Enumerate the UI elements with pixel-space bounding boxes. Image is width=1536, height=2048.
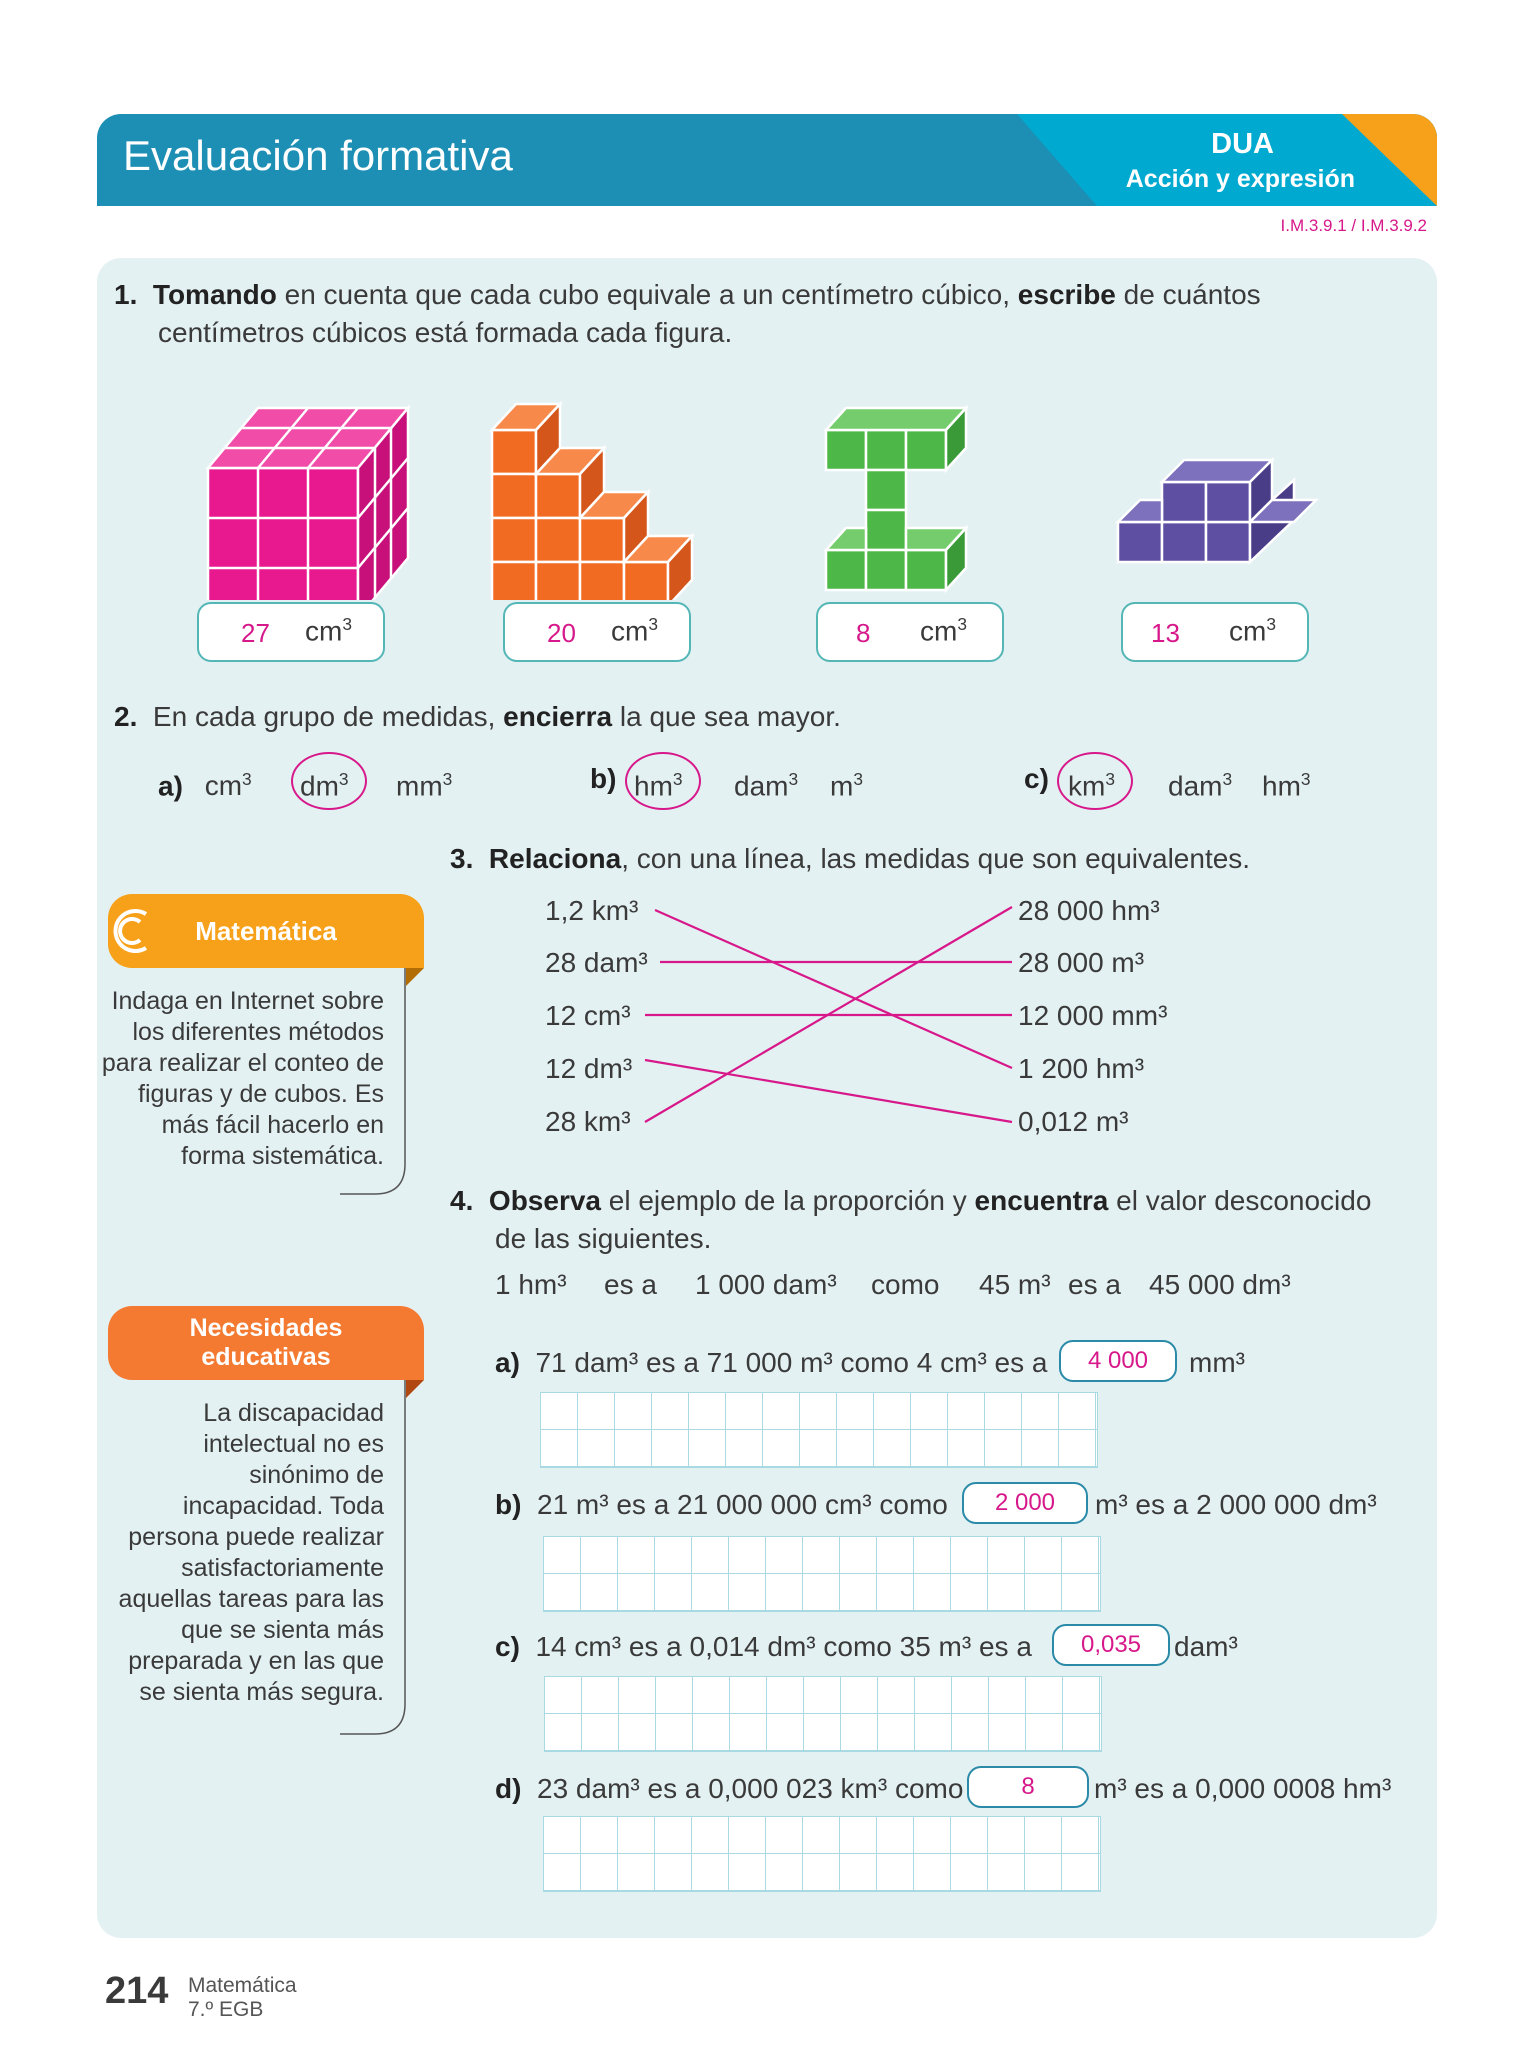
q4-c-unit: dam³ (1174, 1631, 1238, 1662)
side-box-1-border (330, 968, 410, 1198)
q4-a-grid[interactable] (540, 1392, 1098, 1468)
q2-group-c: c) (1024, 763, 1049, 794)
side-box-matematica-title: Matemática (108, 894, 424, 968)
q3-text: 3. Relaciona, con una línea, las medidas que son equivalentes. (450, 843, 1251, 874)
q1-answer-box-4[interactable]: 13 $cm^3$ (1121, 602, 1309, 662)
q4-d-unit: m³ es a 0,000 0008 hm³ (1094, 1773, 1392, 1804)
q4-c-answer[interactable]: 0,035 (1052, 1624, 1170, 1666)
q4-example-4: como (871, 1269, 940, 1300)
q4-c: c) 14 cm³ es a 0,014 dm³ como 35 m³ es a (495, 1631, 1032, 1662)
q2-group-b: b) (590, 763, 617, 794)
q3-right-3: 12 000 mm³ (1018, 1000, 1168, 1031)
side-box-matematica-text: Indaga en Internet sobre los diferentes métodos para realizar el conteo de figuras y de cubos. Es más fácil hacerlo en forma sistemática. (101, 987, 384, 1170)
q1-text-line2: centímetros cúbicos está formada cada figura. (158, 317, 733, 348)
dua-subtitle: Acción y expresión (1125, 165, 1355, 193)
side-box-necesidades-title: Necesidades educativas (108, 1306, 424, 1380)
indicator-codes: I.M.3.9.1 / I.M.3.9.2 (1280, 216, 1427, 235)
q4-b-unit: m³ es a 2 000 000 dm³ (1095, 1489, 1377, 1520)
dua-label: DUA (1211, 128, 1274, 160)
q3-left-2: 28 dam³ (545, 947, 648, 978)
q4-b-answer[interactable]: 2 000 (962, 1482, 1088, 1524)
q3-right-1: 28 000 hm³ (1018, 895, 1160, 926)
q4-d-grid[interactable] (543, 1816, 1101, 1892)
q4-d-answer[interactable]: 8 (967, 1766, 1089, 1808)
footer-subject: Matemática (188, 1974, 297, 1997)
q3-left-5: 28 km³ (545, 1106, 631, 1137)
q3-left-1: 1,2 km³ (545, 895, 639, 926)
q4-b-grid[interactable] (543, 1536, 1101, 1612)
q4-c-grid[interactable] (544, 1676, 1102, 1752)
q1-text: 1. Tomando en cuenta que cada cubo equivale a un centímetro cúbico, escribe de cuántos (114, 279, 1261, 310)
q4-text-line2: de las siguientes. (495, 1223, 712, 1254)
page-number: 214 (105, 1970, 169, 2012)
match-line-1 (655, 910, 1012, 1068)
q3-left-3: 12 cm³ (545, 1000, 631, 1031)
page-title: Evaluación formativa (123, 132, 513, 179)
q4-a: a) 71 dam³ es a 71 000 m³ como 4 cm³ es a (495, 1347, 1048, 1378)
q4-example-1: 1 hm³ (495, 1269, 567, 1300)
q4-text: 4. Observa el ejemplo de la proporción y encuentra el valor desconocido (450, 1185, 1372, 1216)
side-box-2-border (330, 1380, 410, 1740)
q4-example-7: 45 000 dm³ (1149, 1269, 1291, 1300)
side-box-necesidades-text: La discapacidad intelectual no es sinónimo de incapacidad. Toda persona puede realizar satisfactoriamente aquellas tareas para las que se sienta más preparada y en las que se sienta más segura. (118, 1399, 384, 1706)
q4-example-2: es a (604, 1269, 657, 1300)
q1-answer-box-1[interactable]: 27 $cm^3$ (197, 602, 385, 662)
q3-right-5: 0,012 m³ (1018, 1106, 1129, 1137)
q3-right-4: 1 200 hm³ (1018, 1053, 1145, 1084)
q3-right-2: 28 000 m³ (1018, 947, 1145, 978)
q4-a-unit: mm³ (1189, 1347, 1245, 1378)
q1-answer-box-2[interactable]: 20 $cm^3$ (503, 602, 691, 662)
q4-example-5: 45 m³ (979, 1269, 1051, 1300)
q4-b: b) 21 m³ es a 21 000 000 cm³ como (495, 1489, 948, 1520)
connection-icon (108, 904, 158, 960)
q4-example-3: 1 000 dam³ (695, 1269, 837, 1300)
q4-a-answer[interactable]: 4 000 (1059, 1340, 1177, 1382)
q4-d: d) 23 dam³ es a 0,000 023 km³ como (495, 1773, 964, 1804)
q2-group-a: a) $cm^3$ (158, 769, 252, 802)
q1-answer-box-3[interactable]: 8 $cm^3$ (816, 602, 1004, 662)
q2-text: 2. En cada grupo de medidas, encierra la que sea mayor. (114, 701, 841, 732)
q4-example-6: es a (1068, 1269, 1121, 1300)
q3-left-4: 12 dm³ (545, 1053, 633, 1084)
footer-grade: 7.º EGB (188, 1998, 264, 2021)
